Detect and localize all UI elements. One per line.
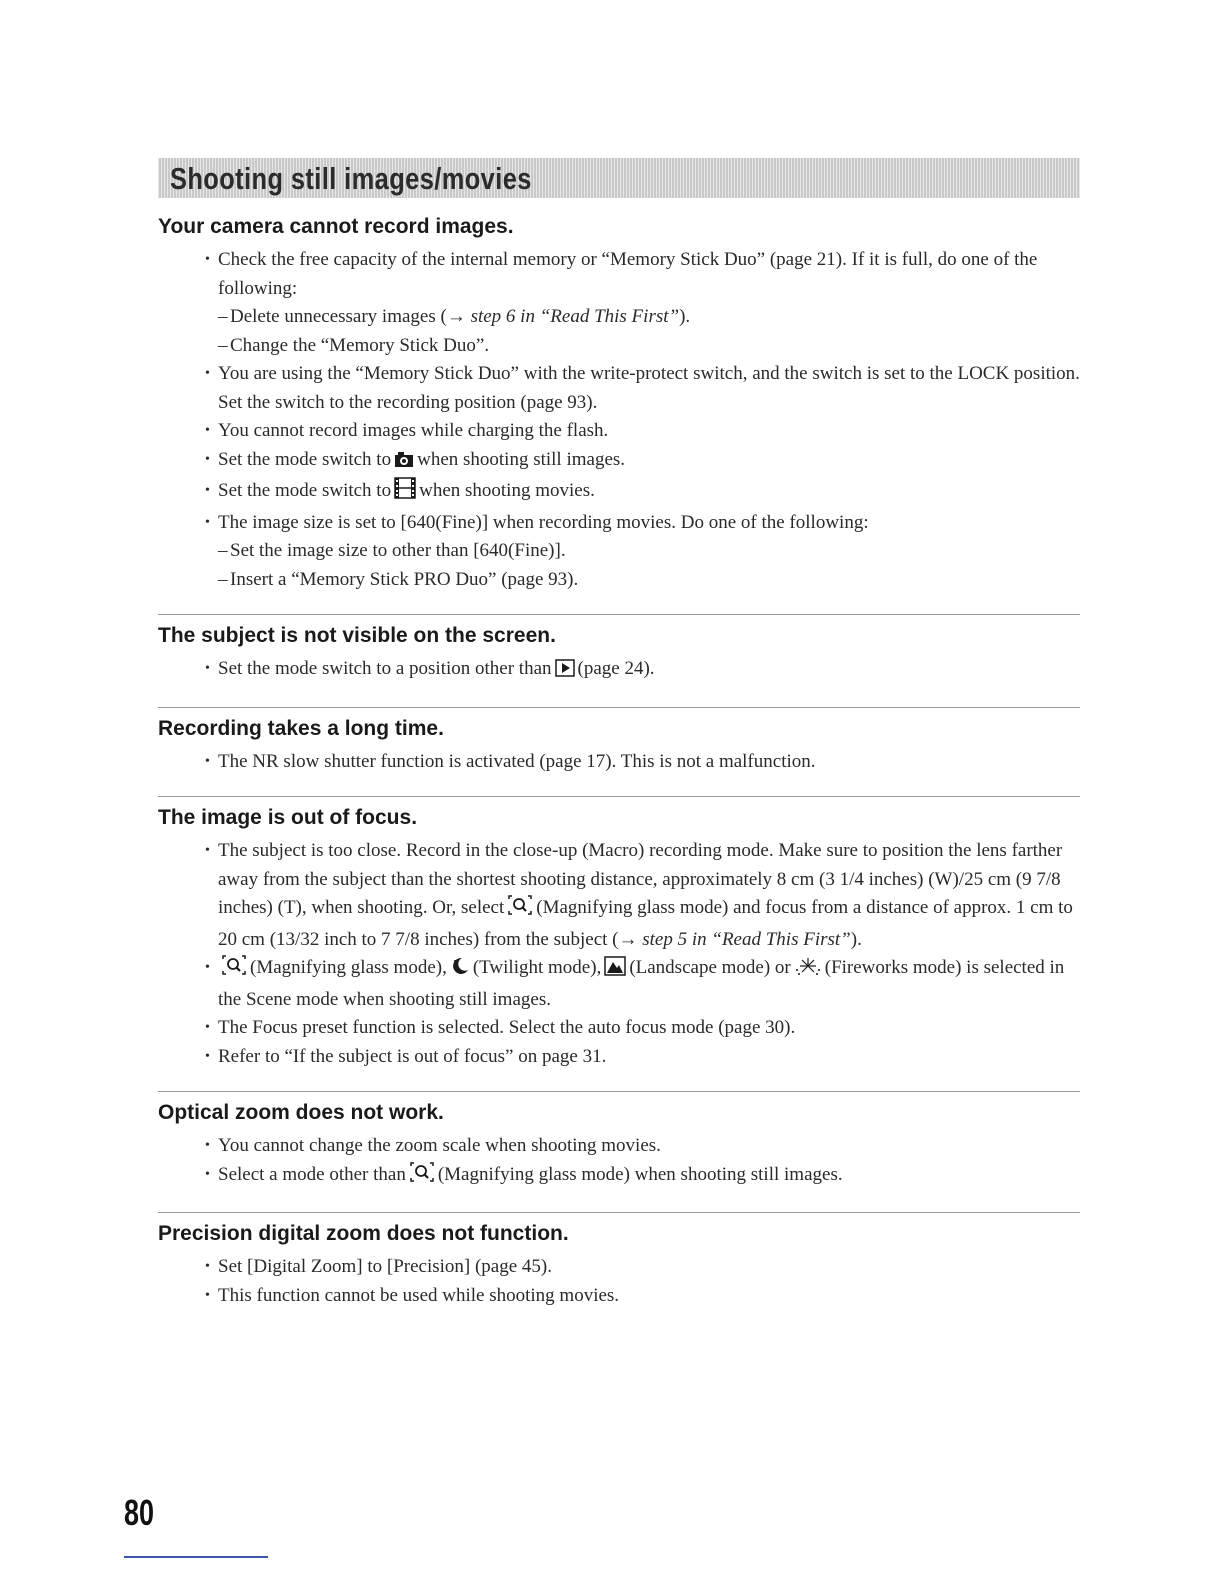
sub-item: – Set the image size to other than [640(Fine)]. xyxy=(218,540,566,561)
section-precision-zoom xyxy=(158,1212,1080,1310)
movie-icon xyxy=(394,477,416,509)
list-item: • (Magnifying glass mode), (Twilight mode), (Landscape mode) or (Fireworks mode) is selected in the Scene mode when shooting still images. xyxy=(158,954,1080,1014)
list-item: • Refer to “If the subject is out of focus” on page 31. xyxy=(158,1043,1080,1072)
fireworks-icon xyxy=(794,956,822,986)
footer-rule xyxy=(124,1556,268,1558)
landscape-icon xyxy=(604,956,626,986)
list-item: • The image size is set to [640(Fine)] when recording movies. Do one of the following: xyxy=(158,509,1080,538)
playback-icon xyxy=(555,658,575,687)
banner-title: Shooting still images/movies xyxy=(170,161,532,196)
section-out-of-focus xyxy=(158,796,1080,1071)
section-heading: Recording takes a long time. xyxy=(158,716,444,740)
section-cannot-record xyxy=(158,212,1080,594)
list-item: • You cannot record images while charging the flash. xyxy=(158,417,1080,446)
list-item: • The Focus preset function is selected. Select the auto focus mode (page 30). xyxy=(158,1014,1080,1043)
section-heading: Optical zoom does not work. xyxy=(158,1101,444,1124)
section-heading: Precision digital zoom does not function. xyxy=(158,1222,569,1245)
list-item: • You are using the “Memory Stick Duo” with the write-protect switch, and the switch is set to the LOCK position. Set the switch to the recording position (page 93). xyxy=(158,360,1080,417)
list-item: • Set the mode switch to when shooting movies. xyxy=(158,477,1080,509)
camera-icon xyxy=(394,449,414,478)
magnifier-icon xyxy=(221,954,247,986)
sub-item: – Insert a “Memory Stick PRO Duo” (page 93). xyxy=(218,568,579,590)
magnifier-icon xyxy=(409,1161,435,1193)
list-item: • Set [Digital Zoom] to [Precision] (page 45). xyxy=(158,1253,1080,1282)
list-item: • The subject is too close. Record in the close-up (Macro) recording mode. Make sure to position the lens farther away from the subject than the shortest shooting distance, approximately 8 cm (3 1/4 inches) (W)/25 cm (9 7/8 inches) (T), when shooting. Or, select (Magnifying glass mode) and focus from a distance of approx. 1 cm to 20 cm (13/32 inch to 7 7/8 inches) from the subject (→ step 5 in “Read This First”). xyxy=(158,837,1080,954)
section-heading: The subject is not visible on the screen. xyxy=(158,624,556,647)
list-item: • Check the free capacity of the internal memory or “Memory Stick Duo” (page 21). If it is full, do one of the following: xyxy=(158,246,1080,303)
page-number: 80 xyxy=(124,1492,155,1533)
sub-item: – Change the “Memory Stick Duo”. xyxy=(218,334,490,356)
troubleshooting-content xyxy=(158,212,1080,1310)
section-banner xyxy=(158,158,1080,198)
list-item: • The NR slow shutter function is activated (page 17). This is not a malfunction. xyxy=(158,748,1080,777)
list-item: • This function cannot be used while shooting movies. xyxy=(158,1282,1080,1311)
sub-item: – Delete unnecessary images (→ step 6 in “Read This First”). xyxy=(218,306,691,327)
section-heading: Your camera cannot record images. xyxy=(158,215,514,238)
magnifier-icon xyxy=(507,894,533,926)
list-item: • Set the mode switch to when shooting still images. xyxy=(158,446,1080,478)
list-item: • You cannot change the zoom scale when shooting movies. xyxy=(158,1132,1080,1161)
section-optical-zoom xyxy=(158,1091,1080,1192)
section-heading: The image is out of focus. xyxy=(158,806,418,829)
list-item: • Select a mode other than (Magnifying glass mode) when shooting still images. xyxy=(158,1161,1080,1193)
list-item: • Set the mode switch to a position other than (page 24). xyxy=(158,655,1080,687)
section-recording-long-time xyxy=(158,707,1080,777)
twilight-icon xyxy=(450,956,470,986)
section-subject-not-visible xyxy=(158,614,1080,687)
